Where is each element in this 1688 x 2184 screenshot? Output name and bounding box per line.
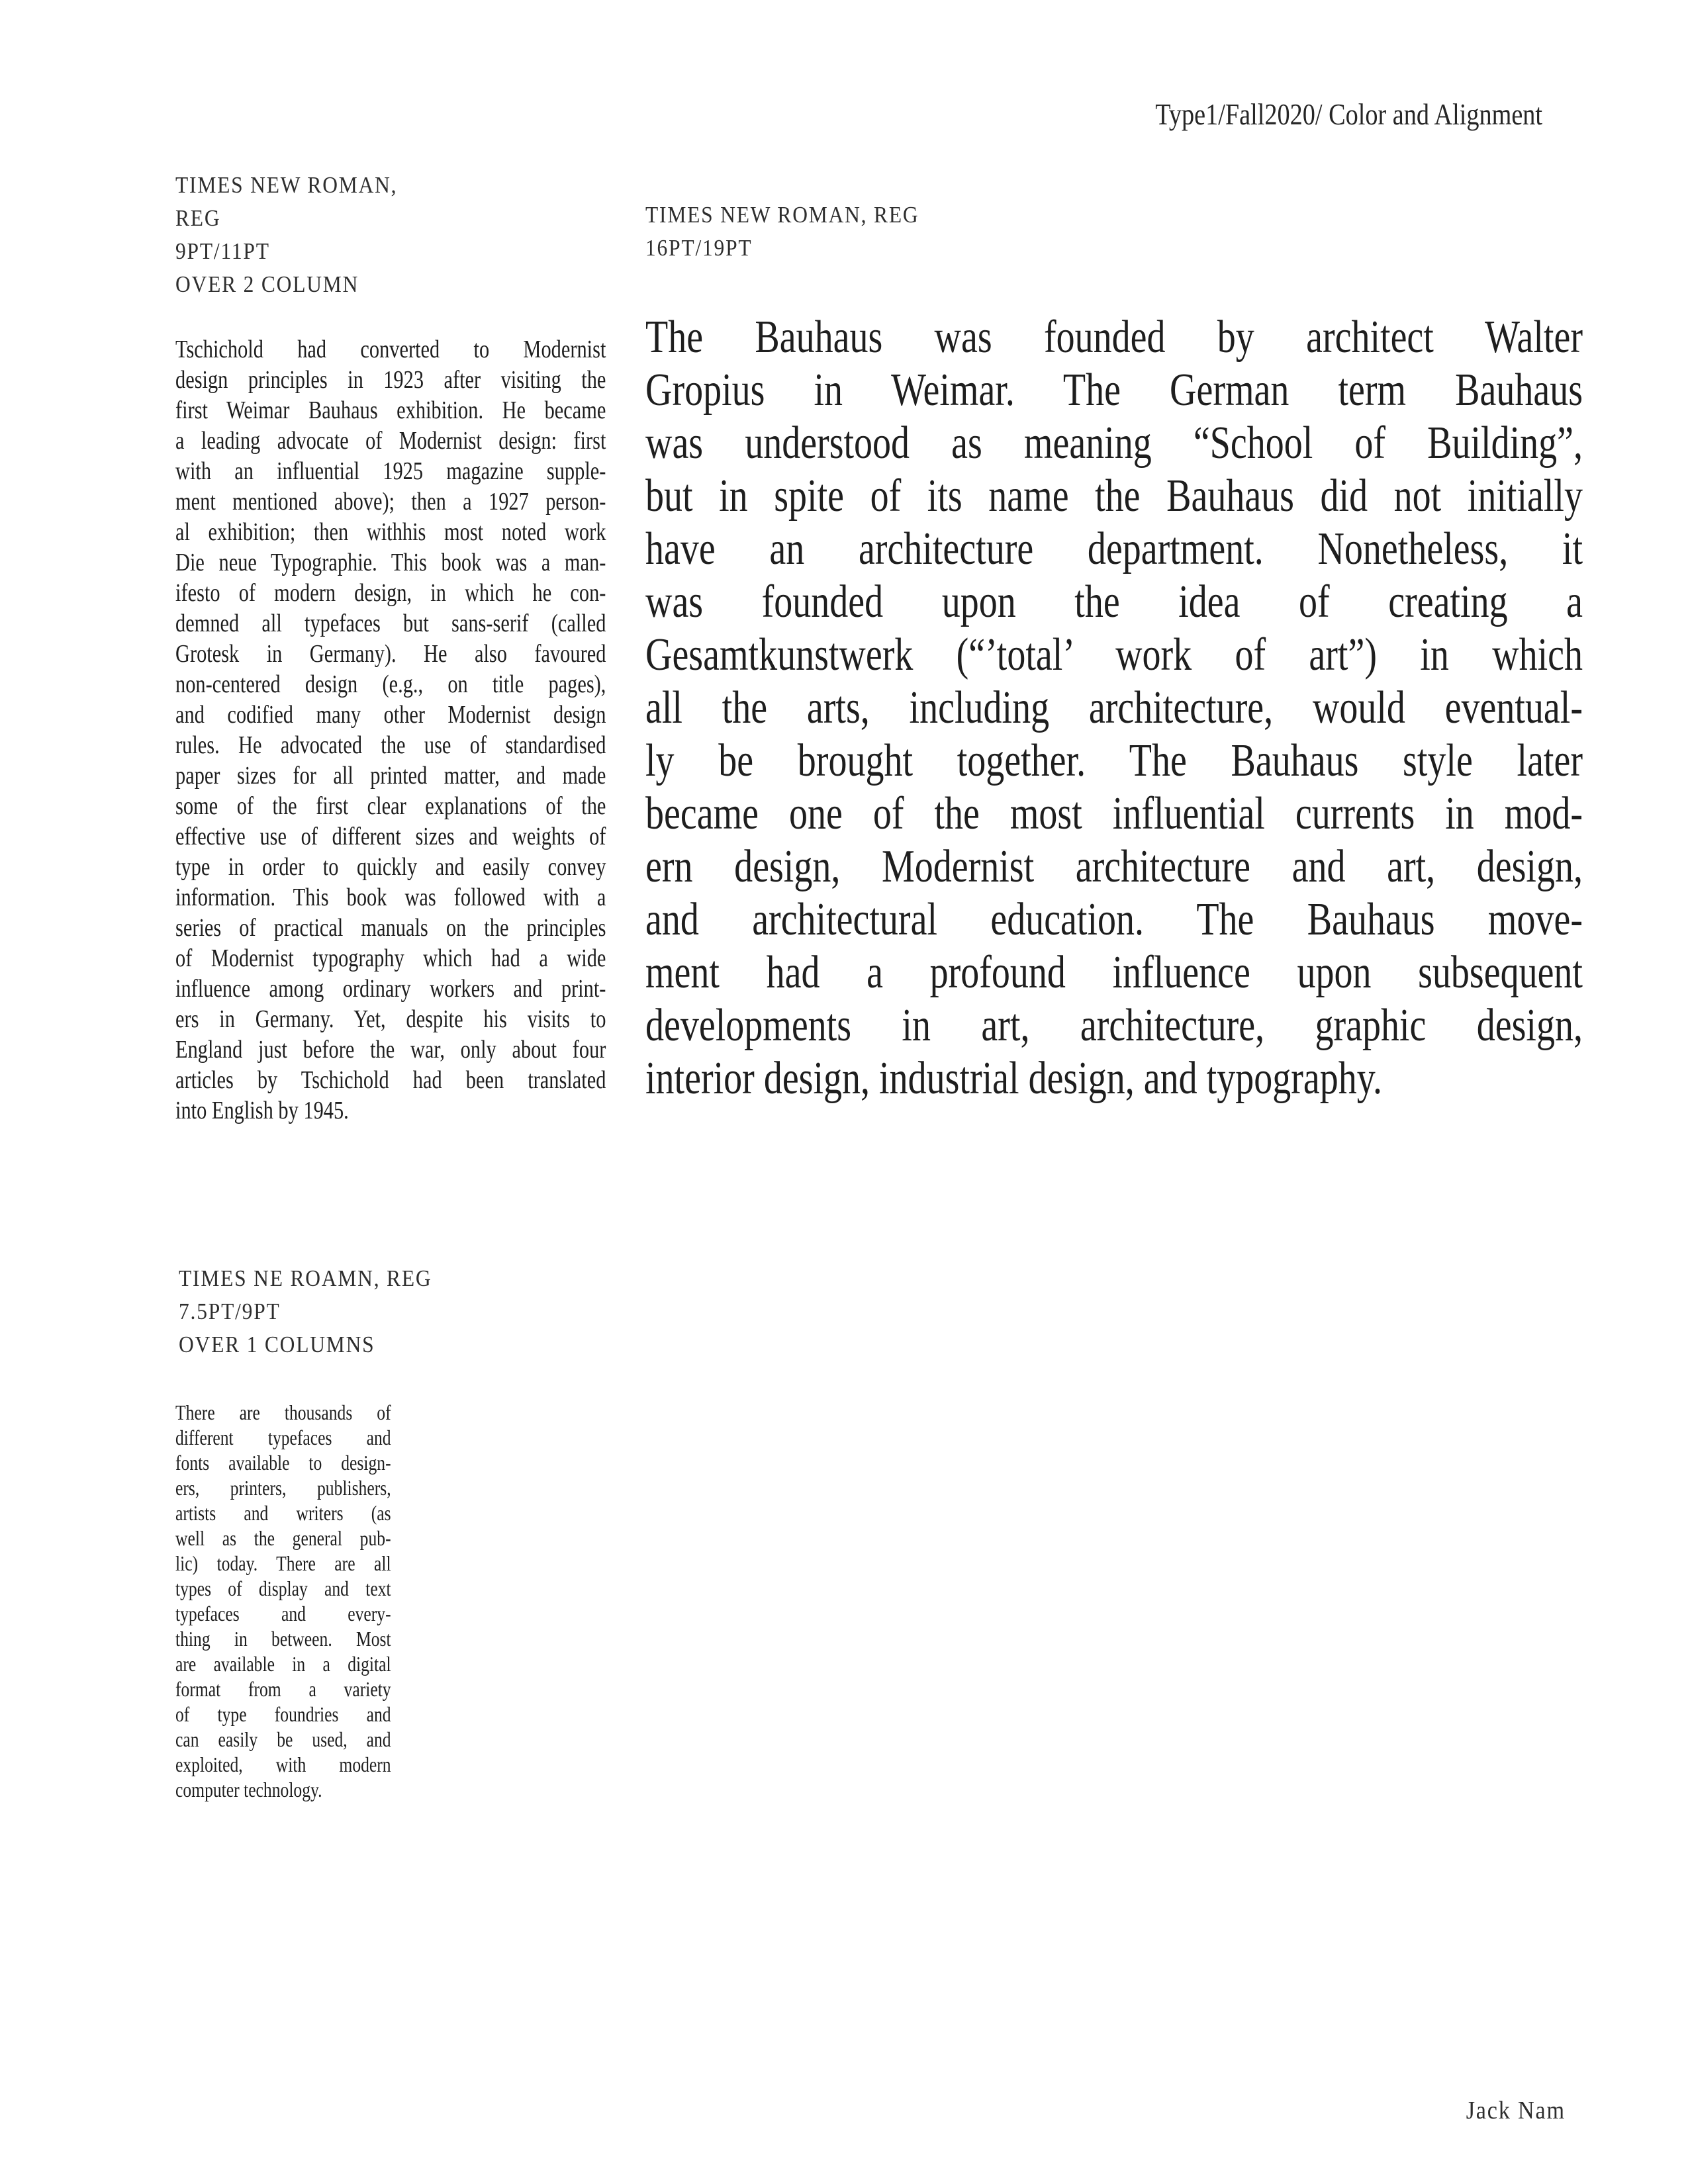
spec-label-9pt-block <box>175 169 397 301</box>
text-line: articles by Tschichold had been translated <box>175 1066 606 1094</box>
bauhaus-text-column <box>645 311 1583 1105</box>
text-line: ers in Germany. Yet, despite his visits to <box>175 1005 606 1033</box>
text-line: interior design, industrial design, and typography. <box>645 1053 1383 1104</box>
text-line: format from a variety <box>175 1677 391 1701</box>
text-line: of type foundries and <box>175 1702 391 1726</box>
spec-label-16pt-block <box>645 199 919 265</box>
text-line: Die neue Typographie. This book was a man- <box>175 549 606 576</box>
text-line: 7.5PT/9PT <box>179 1298 281 1324</box>
text-line: series of practical manuals on the principles <box>175 914 606 942</box>
text-line: first Weimar Bauhaus exhibition. He became <box>175 396 606 424</box>
text-line: ment mentioned above); then a 1927 person- <box>175 488 606 516</box>
text-line: ern design, Modernist architecture and art, design, <box>645 841 1583 892</box>
spec-label-7-5pt-block <box>179 1262 432 1361</box>
text-line: became one of the most influential currents in mod- <box>645 788 1583 839</box>
text-line: TIMES NEW ROMAN, <box>175 172 398 198</box>
text-line: ers, printers, publishers, <box>175 1476 391 1500</box>
text-line: but in spite of its name the Bauhaus did not initially <box>645 471 1583 522</box>
tschichold-text-column <box>175 334 606 1126</box>
text-line: ifesto of modern design, in which he con- <box>175 579 606 607</box>
text-line: Gesamtkunstwerk (“’total’ work of art”) in which <box>645 629 1583 680</box>
text-line: paper sizes for all printed matter, and made <box>175 762 606 790</box>
text-line: artists and writers (as <box>175 1501 391 1525</box>
text-line: effective use of different sizes and weights of <box>175 823 606 850</box>
text-line: into English by 1945. <box>175 1097 349 1124</box>
text-line: lic) today. There are all <box>175 1551 391 1575</box>
text-line: al exhibition; then withhis most noted work <box>175 518 606 546</box>
text-line: types of display and text <box>175 1576 391 1600</box>
text-line: 9PT/11PT <box>175 238 270 264</box>
text-line: There are thousands of <box>175 1400 391 1424</box>
text-line: Gropius in Weimar. The German term Bauhaus <box>645 365 1583 416</box>
text-line: OVER 2 COLUMN <box>175 271 359 297</box>
text-line: thing in between. Most <box>175 1627 391 1651</box>
text-line: exploited, with modern <box>175 1752 391 1776</box>
text-line: England just before the war, only about four <box>175 1036 606 1064</box>
text-line: all the arts, including architecture, would eventual- <box>645 682 1583 733</box>
text-line: was founded upon the idea of creating a <box>645 576 1583 627</box>
text-line: ly be brought together. The Bauhaus style later <box>645 735 1583 786</box>
text-line: TIMES NE ROAMN, REG <box>179 1265 432 1291</box>
text-line: developments in art, architecture, graphic design, <box>645 1000 1583 1051</box>
text-line: and codified many other Modernist design <box>175 701 606 729</box>
text-line: The Bauhaus was founded by architect Walter <box>645 312 1583 363</box>
text-line: of Modernist typography which had a wide <box>175 944 606 972</box>
text-line: are available in a digital <box>175 1652 391 1676</box>
text-line: ment had a profound influence upon subsequent <box>645 947 1583 998</box>
text-line: rules. He advocated the use of standardised <box>175 731 606 759</box>
text-line: 16PT/19PT <box>645 235 753 261</box>
text-line: well as the general pub- <box>175 1526 391 1550</box>
text-line: with an influential 1925 magazine supple- <box>175 457 606 485</box>
text-line: design principles in 1923 after visiting the <box>175 366 606 394</box>
text-line: OVER 1 COLUMNS <box>179 1332 375 1357</box>
text-line: some of the first clear explanations of the <box>175 792 606 820</box>
text-line: computer technology. <box>175 1778 322 1801</box>
page-header-title: Type1/Fall2020/ Color and Alignment <box>1155 98 1542 131</box>
text-line: information. This book was followed with a <box>175 884 606 911</box>
text-line: and architectural education. The Bauhaus move- <box>645 894 1583 945</box>
text-line: have an architecture department. Nonetheless, it <box>645 523 1583 574</box>
text-line: fonts available to design- <box>175 1451 391 1475</box>
text-line: was understood as meaning “School of Building”, <box>645 418 1583 469</box>
text-line: Tschichold had converted to Modernist <box>175 336 606 363</box>
text-line: a leading advocate of Modernist design: first <box>175 427 606 455</box>
text-line: demned all typefaces but sans-serif (called <box>175 610 606 637</box>
typefaces-text-column <box>175 1400 391 1802</box>
text-line: can easily be used, and <box>175 1727 391 1751</box>
text-line: Grotesk in Germany). He also favoured <box>175 640 606 668</box>
text-line: typefaces and every- <box>175 1602 391 1625</box>
author-credit: Jack Nam <box>1466 2097 1566 2124</box>
text-line: TIMES NEW ROMAN, REG <box>645 202 919 228</box>
text-line: different typefaces and <box>175 1426 391 1449</box>
text-line: REG <box>175 205 221 231</box>
text-line: influence among ordinary workers and print- <box>175 975 606 1003</box>
text-line: non-centered design (e.g., on title pages), <box>175 670 606 698</box>
text-line: type in order to quickly and easily convey <box>175 853 606 881</box>
